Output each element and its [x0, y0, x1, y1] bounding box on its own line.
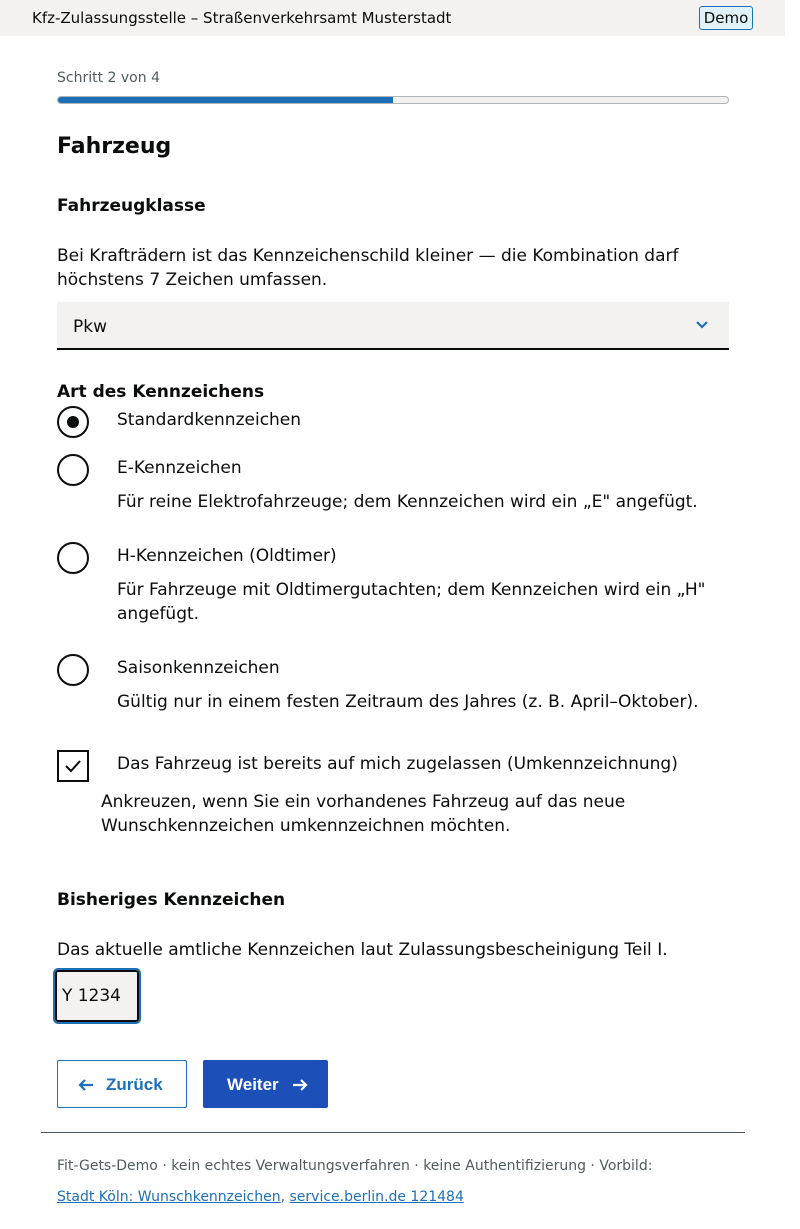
footer-link-berlin[interactable]: service.berlin.de 121484 [289, 1189, 464, 1205]
footer-links [57, 1189, 464, 1205]
radio-label: Saisonkennzeichen [117, 658, 280, 678]
radio-e-kennzeichen[interactable] [57, 454, 729, 518]
step-indicator: Schritt 2 von 4 [57, 70, 160, 86]
footer-divider [41, 1132, 745, 1133]
radio-hint: Für reine Elektrofahrzeuge; dem Kennzeichen wird ein „E" angefügt. [117, 492, 698, 512]
previous-plate-label: Bisheriges Kennzeichen [57, 890, 286, 910]
previous-plate-value: Y 1234 [61, 986, 121, 1006]
back-button-label: Zurück [106, 1075, 163, 1094]
chevron-down-icon [695, 318, 709, 332]
progress-bar [57, 96, 729, 104]
footer-separator: , [280, 1189, 286, 1205]
arrow-left-icon [78, 1077, 94, 1093]
radio-standard[interactable] [57, 406, 729, 440]
vehicle-class-value: Pkw [73, 317, 107, 337]
rereg-hint: Ankreuzen, wenn Sie ein vorhandenes Fahrzeug auf das neue Wunschkennzeichen umkennzeichnen möchten. [101, 792, 626, 836]
radio-hint: Für Fahrzeuge mit Oldtimergutachten; dem Kennzeichen wird ein „H" angefügt. [117, 580, 706, 624]
rereg-label[interactable]: Das Fahrzeug ist bereits auf mich zugelassen (Umkennzeichnung) [117, 754, 678, 774]
radio-circle[interactable] [57, 454, 89, 486]
radio-label: H-Kennzeichen (Oldtimer) [117, 546, 337, 566]
radio-label: E-Kennzeichen [117, 458, 242, 478]
radio-h-kennzeichen[interactable] [57, 542, 729, 630]
page-title: Fahrzeug [57, 134, 172, 159]
radio-circle[interactable] [57, 542, 89, 574]
previous-plate-hint: Das aktuelle amtliche Kennzeichen laut Zulassungsbescheinigung Teil I. [57, 940, 668, 960]
vehicle-class-select[interactable] [57, 302, 729, 350]
radio-selected-dot [67, 416, 79, 428]
radio-hint: Gültig nur in einem festen Zeitraum des Jahres (z. B. April–Oktober). [117, 692, 699, 712]
radio-circle[interactable] [57, 654, 89, 686]
arrow-right-icon [292, 1077, 308, 1093]
plate-type-label: Art des Kennzeichens [57, 382, 265, 402]
checkmark-icon [63, 756, 83, 776]
footer-text: Fit-Gets-Demo · kein echtes Verwaltungsverfahren · keine Authentifizierung · Vorbild: [57, 1158, 653, 1174]
demo-badge: Demo [699, 6, 753, 30]
next-button-label: Weiter [227, 1075, 279, 1094]
radio-saisonkennzeichen[interactable] [57, 654, 729, 718]
header-bar [0, 0, 785, 36]
progress-fill [58, 97, 393, 103]
radio-circle[interactable] [57, 406, 89, 438]
footer-link-koeln[interactable]: Stadt Köln: Wunschkennzeichen [57, 1189, 281, 1205]
vehicle-class-hint: Bei Krafträdern ist das Kennzeichenschild kleiner — die Kombination darf höchstens 7 Zeichen umfassen. [57, 246, 679, 290]
vehicle-class-label: Fahrzeugklasse [57, 196, 206, 216]
next-button[interactable] [203, 1060, 328, 1108]
rereg-checkbox[interactable] [57, 750, 89, 782]
radio-label: Standardkennzeichen [117, 410, 302, 430]
header-title: Kfz-Zulassungsstelle – Straßenverkehrsamt Musterstadt [32, 9, 452, 27]
previous-plate-input[interactable] [55, 970, 139, 1022]
back-button[interactable] [57, 1060, 187, 1108]
